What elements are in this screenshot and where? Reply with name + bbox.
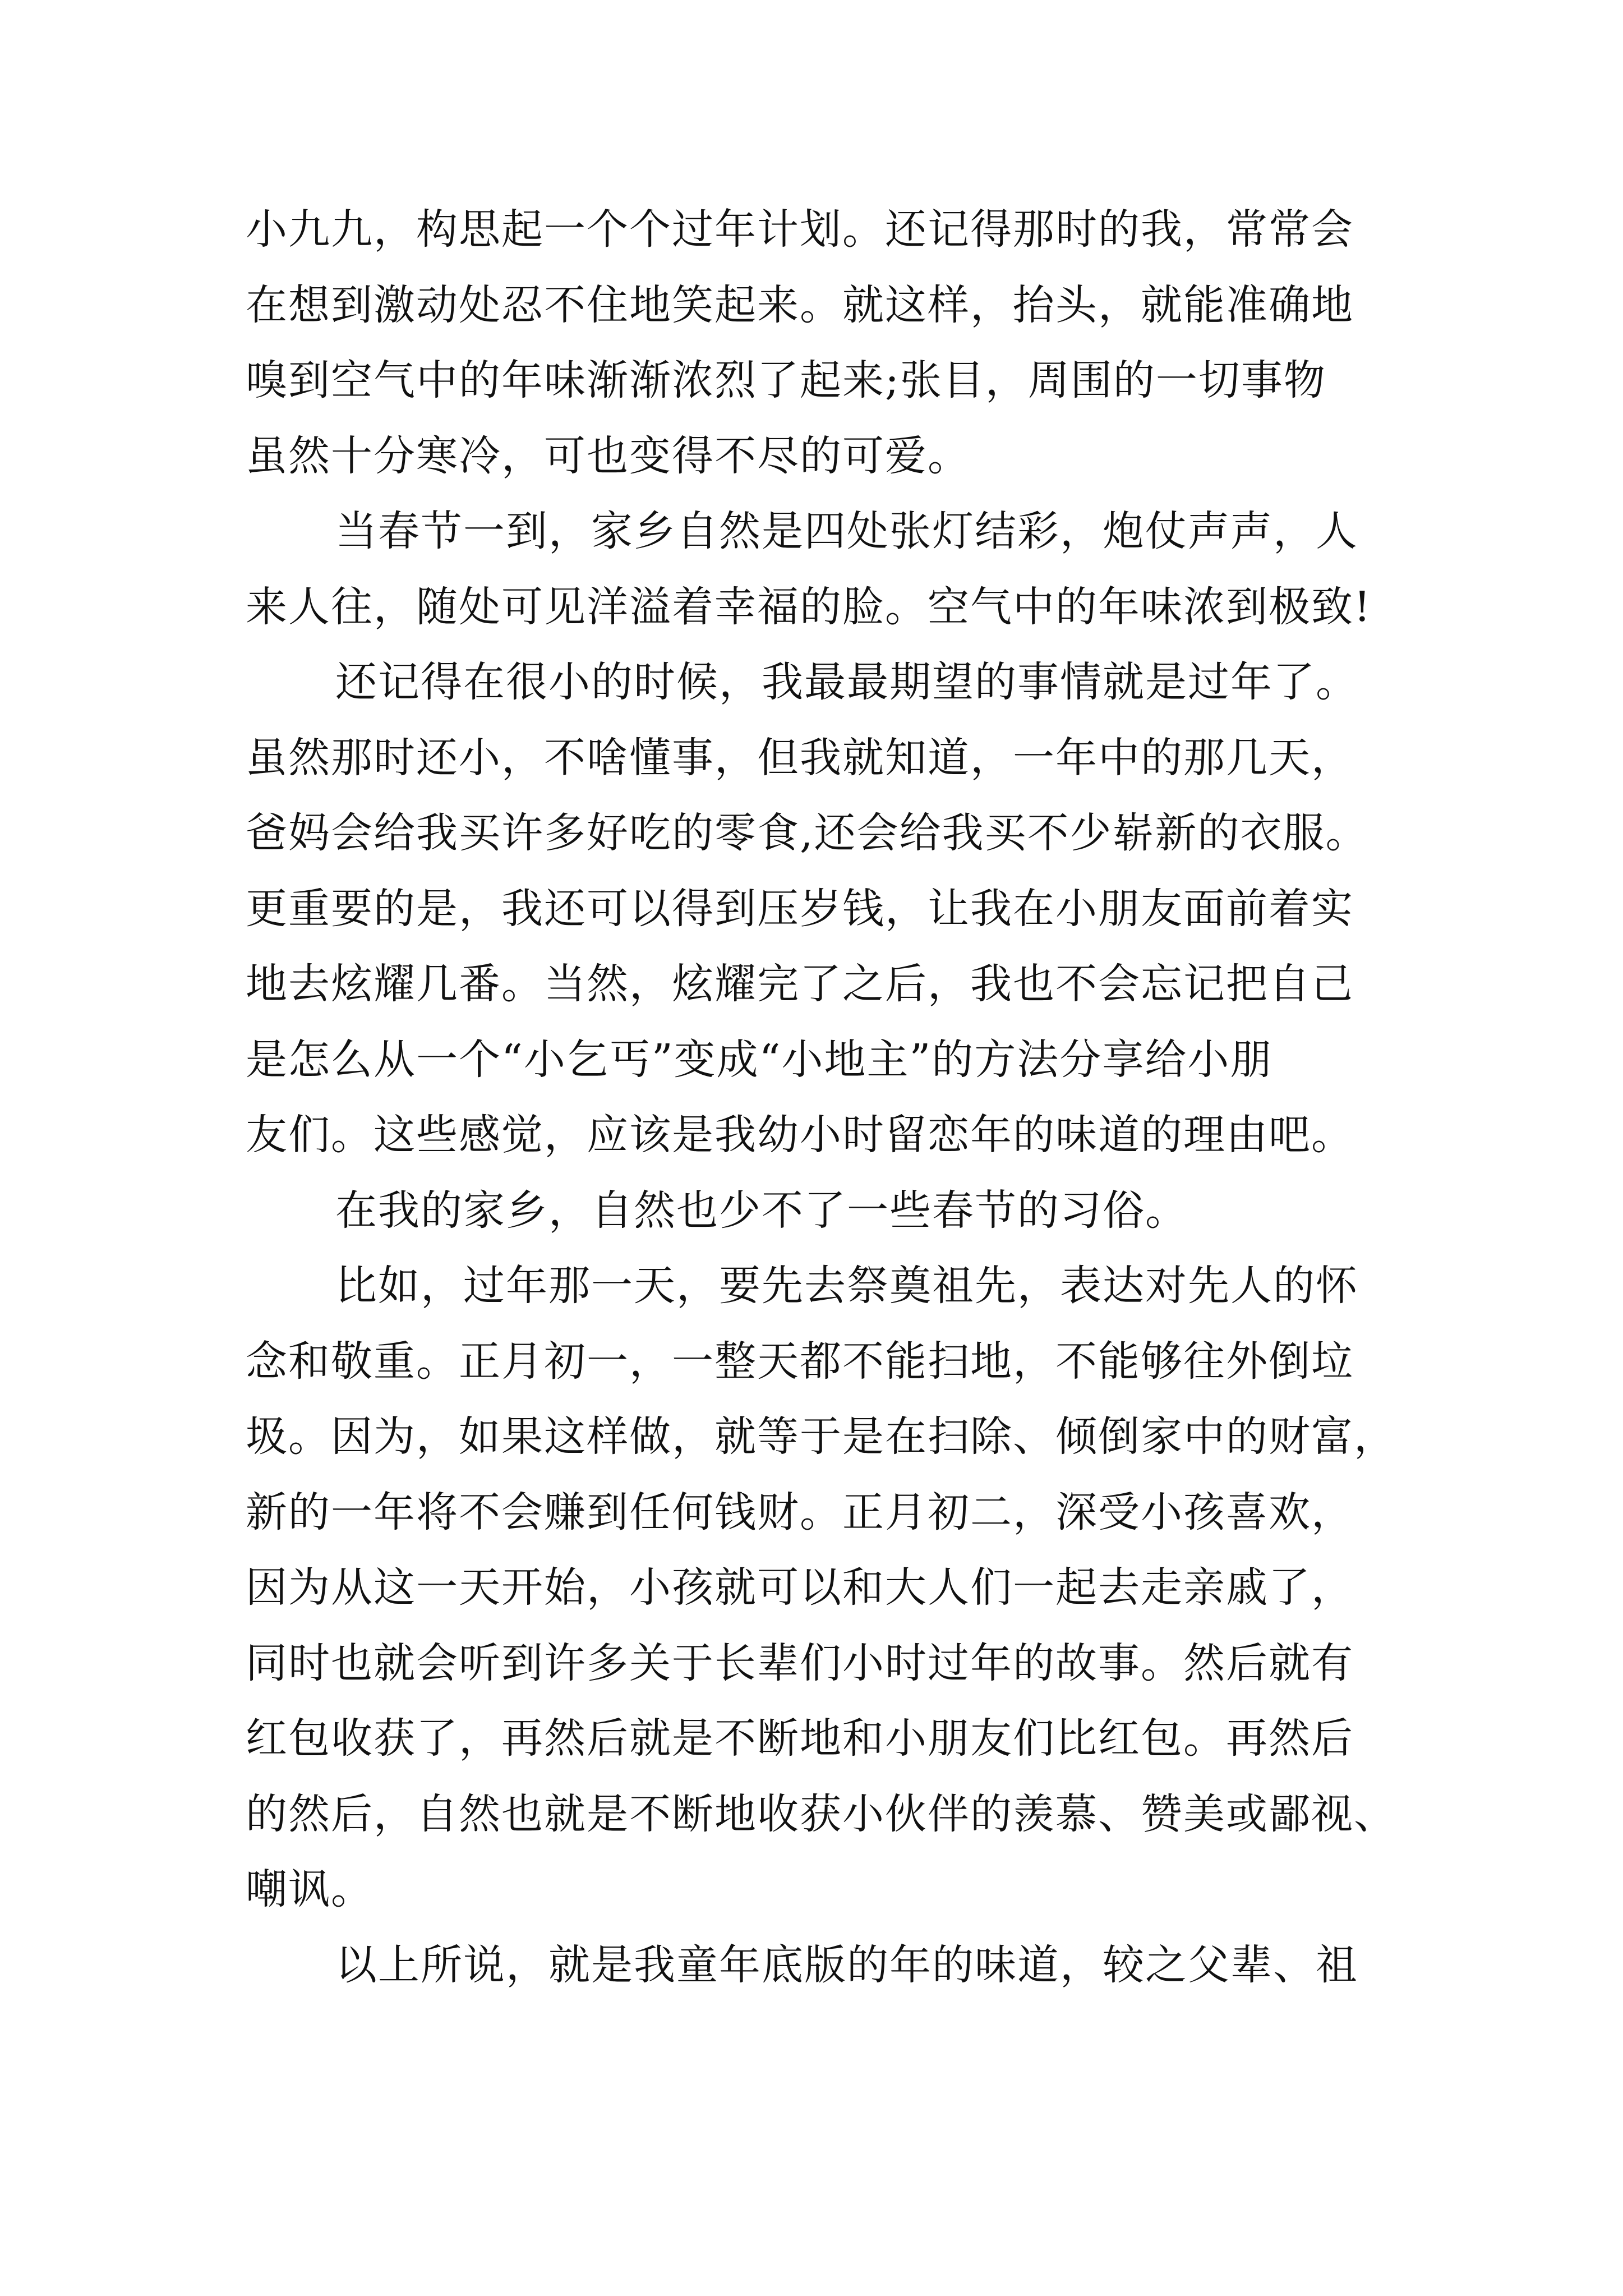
text-line: 圾。因为，如果这样做，就等于是在扫除、倾倒家中的财富， [246, 1412, 1396, 1461]
text-line: 虽然那时还小，不啥懂事，但我就知道，一年中的那几天， [246, 733, 1354, 782]
text-line: 嘲讽。 [246, 1865, 374, 1913]
text-line: 爸妈会给我买许多好吃的零食,还会给我买不少崭新的衣服。 [246, 809, 1368, 857]
text-line: 小九九，构思起一个个过年计划。还记得那时的我，常常会 [246, 205, 1354, 254]
text-line: 嗅到空气中的年味渐渐浓烈了起来;张目，周围的一切事物 [246, 356, 1326, 404]
paragraph-start-line: 还记得在很小的时候，我最最期望的事情就是过年了。 [335, 658, 1358, 706]
text-line: 念和敬重。正月初一，一整天都不能扫地，不能够往外倒垃 [246, 1337, 1354, 1386]
paragraph-start-line: 以上所说，就是我童年底版的年的味道，较之父辈、祖 [335, 1940, 1358, 1989]
paragraph-start-line: 当春节一到，家乡自然是四处张灯结彩，炮仗声声，人 [335, 507, 1358, 555]
text-line: 红包收获了，再然后就是不断地和小朋友们比红包。再然后 [246, 1714, 1354, 1763]
text-line: 更重要的是，我还可以得到压岁钱，让我在小朋友面前着实 [246, 884, 1354, 933]
text-line: 是怎么从一个“小乞丐”变成“小地主”的方法分享给小朋 [246, 1035, 1273, 1084]
text-line: 在想到激动处忍不住地笑起来。就这样，抬头，就能准确地 [246, 280, 1354, 329]
text-line: 新的一年将不会赚到任何钱财。正月初二，深受小孩喜欢， [246, 1488, 1354, 1536]
text-line: 地去炫耀几番。当然，炫耀完了之后，我也不会忘记把自己 [246, 960, 1354, 1008]
paragraph-start-line: 在我的家乡，自然也少不了一些春节的习俗。 [335, 1186, 1188, 1235]
text-line: 友们。这些感觉，应该是我幼小时留恋年的味道的理由吧。 [246, 1111, 1354, 1159]
text-line: 因为从这一天开始，小孩就可以和大人们一起去走亲戚了， [246, 1563, 1354, 1612]
text-line: 来人往，随处可见洋溢着幸福的脸。空气中的年味浓到极致! [246, 582, 1372, 631]
text-line: 的然后，自然也就是不断地收获小伙伴的羡慕、赞美或鄙视、 [246, 1789, 1396, 1838]
text-line: 同时也就会听到许多关于长辈们小时过年的故事。然后就有 [246, 1639, 1354, 1687]
body-text [246, 192, 1396, 2003]
paragraph-start-line: 比如，过年那一天，要先去祭奠祖先，表达对先人的怀 [335, 1262, 1358, 1310]
text-line: 虽然十分寒冷，可也变得不尽的可爱。 [246, 431, 970, 480]
